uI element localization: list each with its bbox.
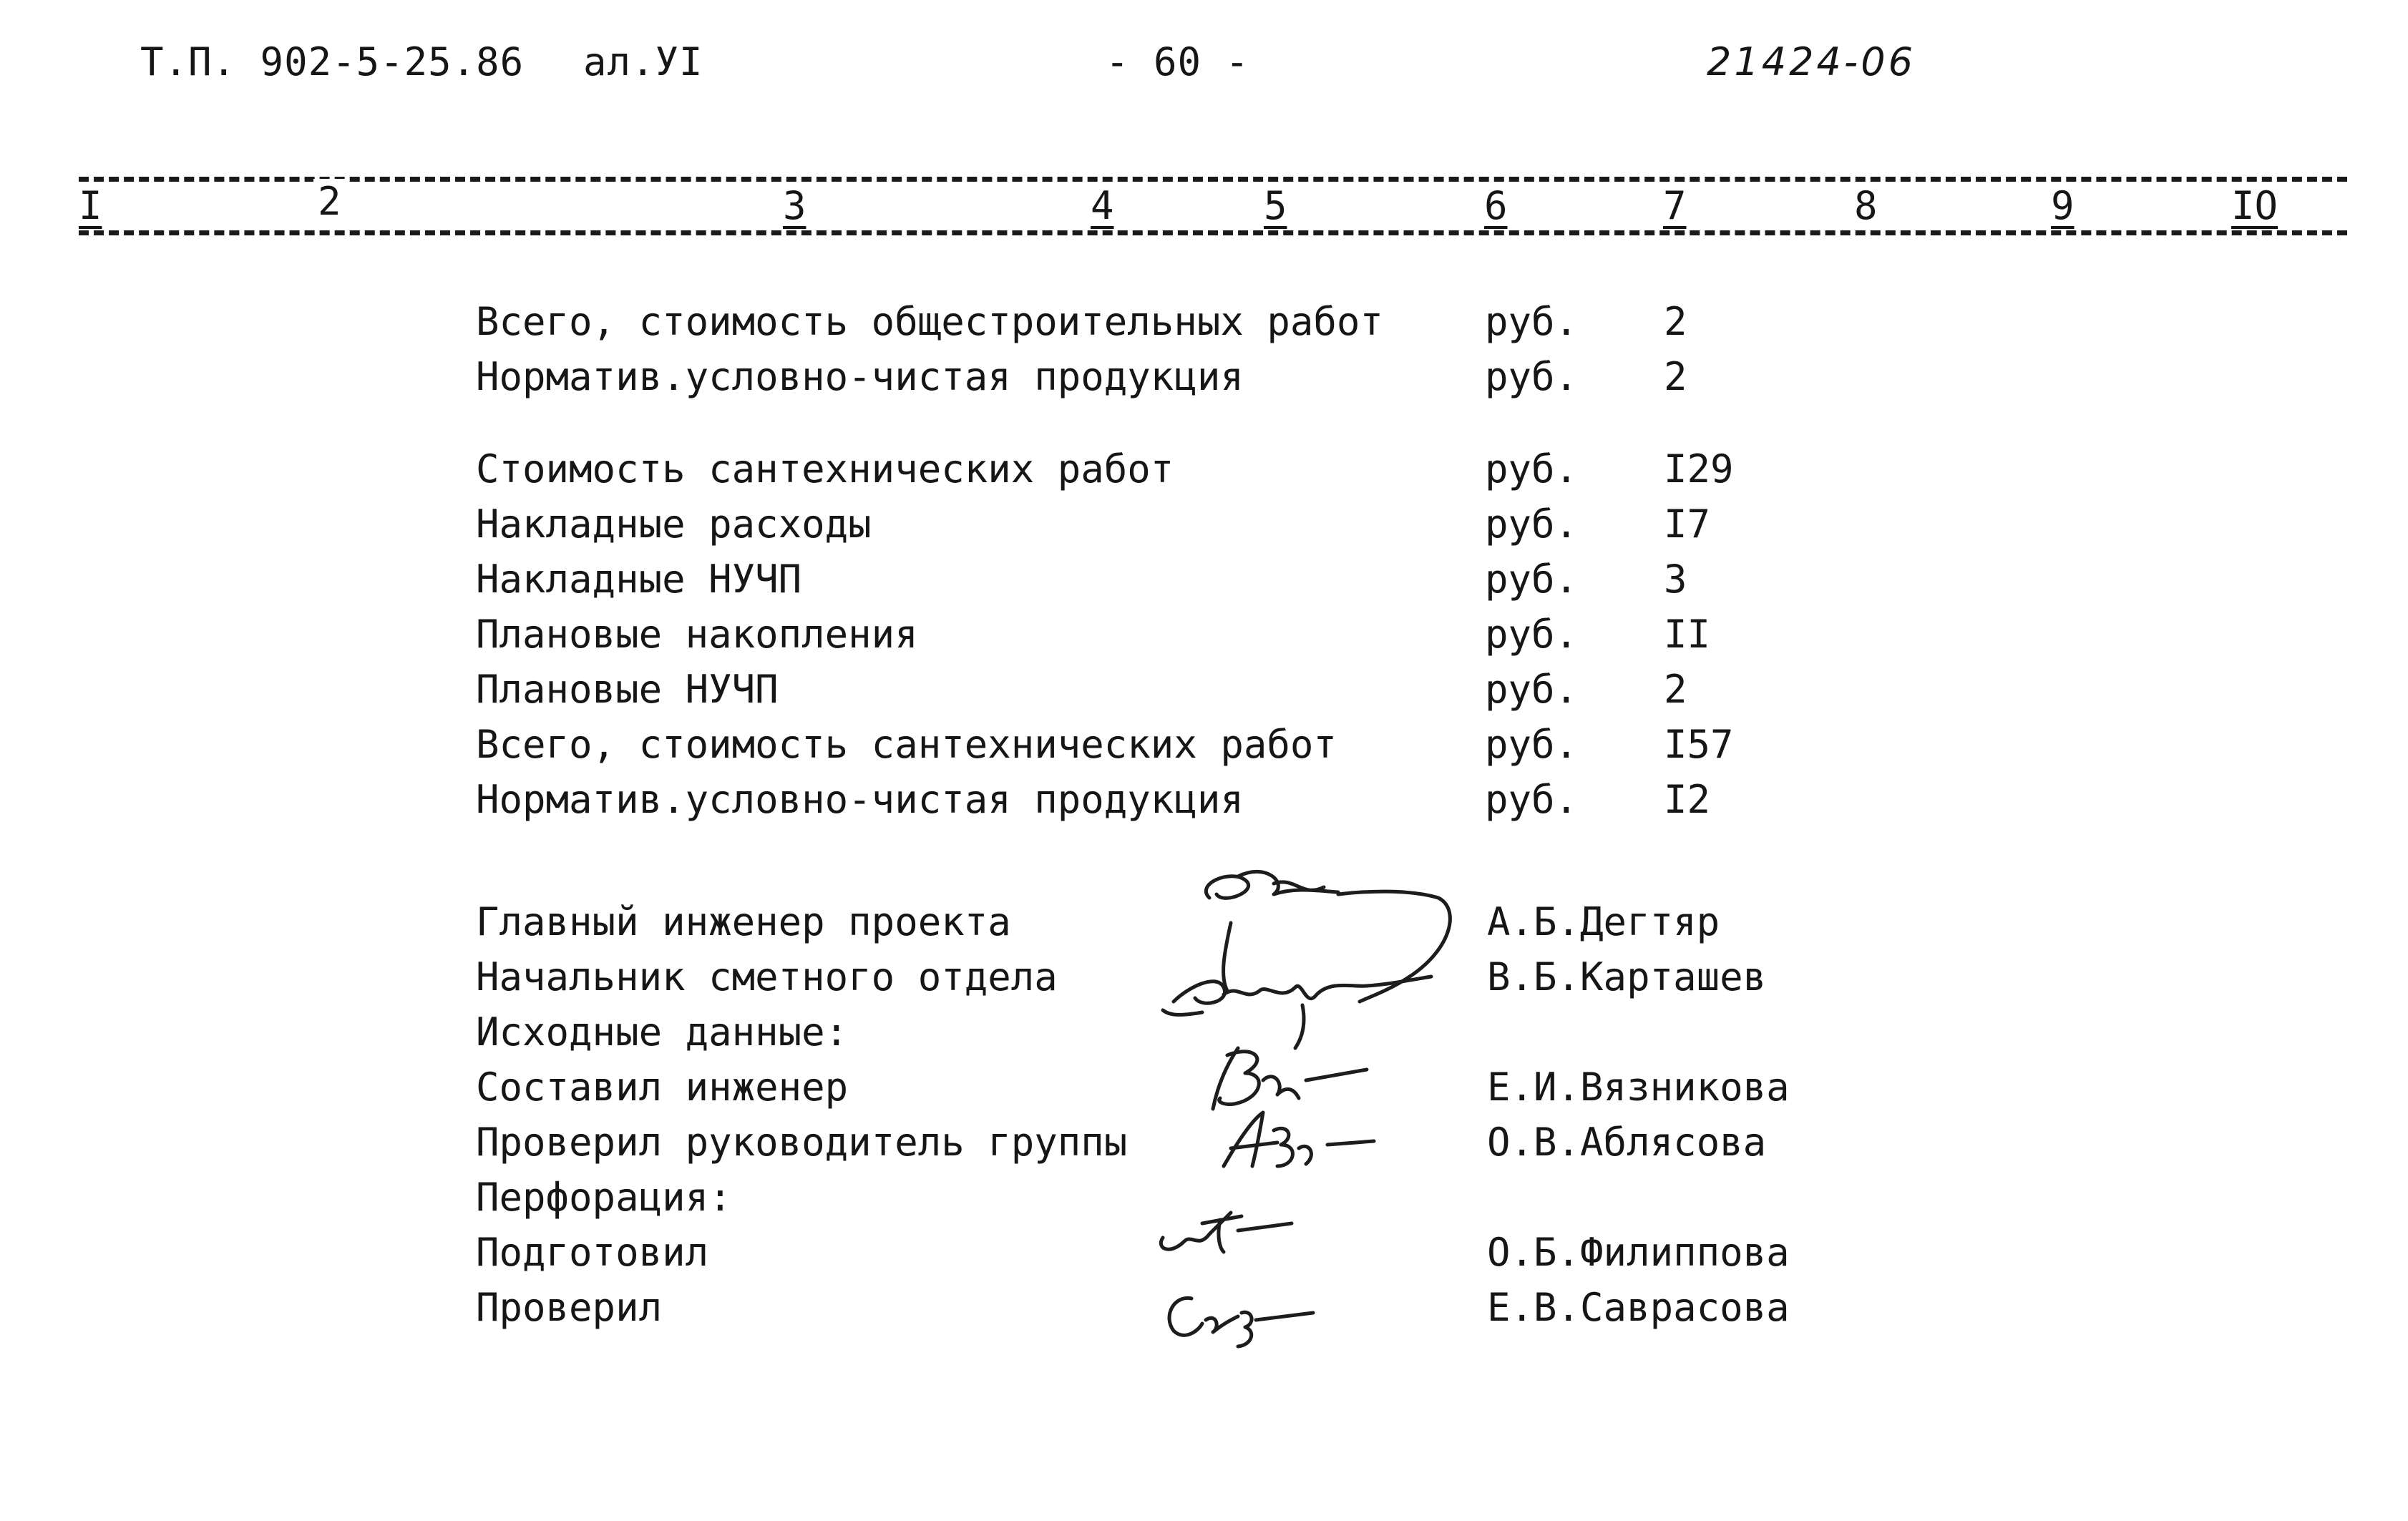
cost-row-value: I29 <box>1664 446 1734 491</box>
signature-role: Проверил руководитель группы <box>476 1120 1128 1165</box>
cost-row-label: Стоимость сантехнических работ <box>476 446 1174 491</box>
cost-row-unit: руб. <box>1485 299 1579 344</box>
cost-row-unit: руб. <box>1485 502 1579 547</box>
cost-row-unit: руб. <box>1485 667 1579 712</box>
column-number-5: 5 <box>1259 183 1292 229</box>
cost-row-label: Плановые накопления <box>476 612 918 657</box>
signature-role: Начальник сметного отдела <box>476 954 1058 999</box>
signature-role: Подготовил <box>476 1230 709 1275</box>
cost-row-value: I7 <box>1664 502 1711 547</box>
cost-row-label: Норматив.условно-чистая продукция <box>476 777 1244 822</box>
document-code: Т.П. 902-5-25.86 <box>140 39 525 84</box>
cost-row-unit: руб. <box>1485 612 1579 657</box>
signature-role: Составил инженер <box>476 1065 849 1110</box>
column-number-9: 9 <box>2047 183 2079 229</box>
cost-row-value: 2 <box>1664 299 1687 344</box>
handwritten-signature-perforation-preparer <box>1152 1198 1295 1270</box>
cost-row-value: 2 <box>1664 667 1687 712</box>
signature-name: Е.В.Саврасова <box>1487 1285 1790 1330</box>
column-number-6: 6 <box>1480 183 1512 229</box>
signature-role: Главный инженер проекта <box>476 899 1011 944</box>
cost-row-label: Всего, стоимость общестроительных работ <box>476 299 1383 344</box>
signature-name: В.Б.Карташев <box>1487 954 1767 999</box>
signature-role: Проверил <box>476 1285 663 1330</box>
section-heading: Перфорация: <box>476 1175 732 1220</box>
cost-row-label: Плановые НУЧП <box>476 667 779 712</box>
cost-row-value: I2 <box>1664 777 1711 822</box>
cost-row-label: Накладные НУЧП <box>476 557 802 602</box>
cost-row-label: Всего, стоимость сантехнических работ <box>476 722 1337 767</box>
signature-name: А.Б.Дегтяр <box>1487 899 1720 944</box>
signature-name: О.Б.Филиппова <box>1487 1230 1790 1275</box>
column-number-8: 8 <box>1850 183 1882 229</box>
signature-name: О.В.Аблясова <box>1487 1120 1767 1165</box>
handwritten-signature-estimate-head <box>1159 944 1446 1052</box>
cost-row-unit: руб. <box>1485 446 1579 491</box>
column-number-10: IO <box>2227 183 2282 229</box>
cost-row-label: Норматив.условно-чистая продукция <box>476 354 1244 399</box>
column-number-2: 2 <box>313 179 346 225</box>
column-number-1: I <box>74 183 107 229</box>
archive-number: 21424-06 <box>1707 39 1916 84</box>
cost-row-unit: руб. <box>1485 557 1579 602</box>
column-header-bottom-rule <box>79 230 2347 235</box>
column-number-4: 4 <box>1086 183 1118 229</box>
signature-name: Е.И.Вязникова <box>1487 1065 1790 1110</box>
cost-row-value: I57 <box>1664 722 1734 767</box>
cost-row-label: Накладные расходы <box>476 502 872 547</box>
cost-row-unit: руб. <box>1485 354 1579 399</box>
page-number: - 60 - <box>1106 39 1250 84</box>
sheet-label: ал.УI <box>583 39 703 84</box>
cost-row-unit: руб. <box>1485 722 1579 767</box>
column-number-7: 7 <box>1659 183 1691 229</box>
cost-row-value: 2 <box>1664 354 1687 399</box>
column-header-top-rule <box>79 177 2347 182</box>
handwritten-signature-group-lead <box>1209 1105 1381 1177</box>
cost-row-unit: руб. <box>1485 777 1579 822</box>
column-number-3: 3 <box>779 183 811 229</box>
cost-row-value: II <box>1664 612 1711 657</box>
cost-row-value: 3 <box>1664 557 1687 602</box>
handwritten-signature-perforation-checker <box>1159 1281 1317 1352</box>
section-heading: Исходные данные: <box>476 1009 849 1055</box>
